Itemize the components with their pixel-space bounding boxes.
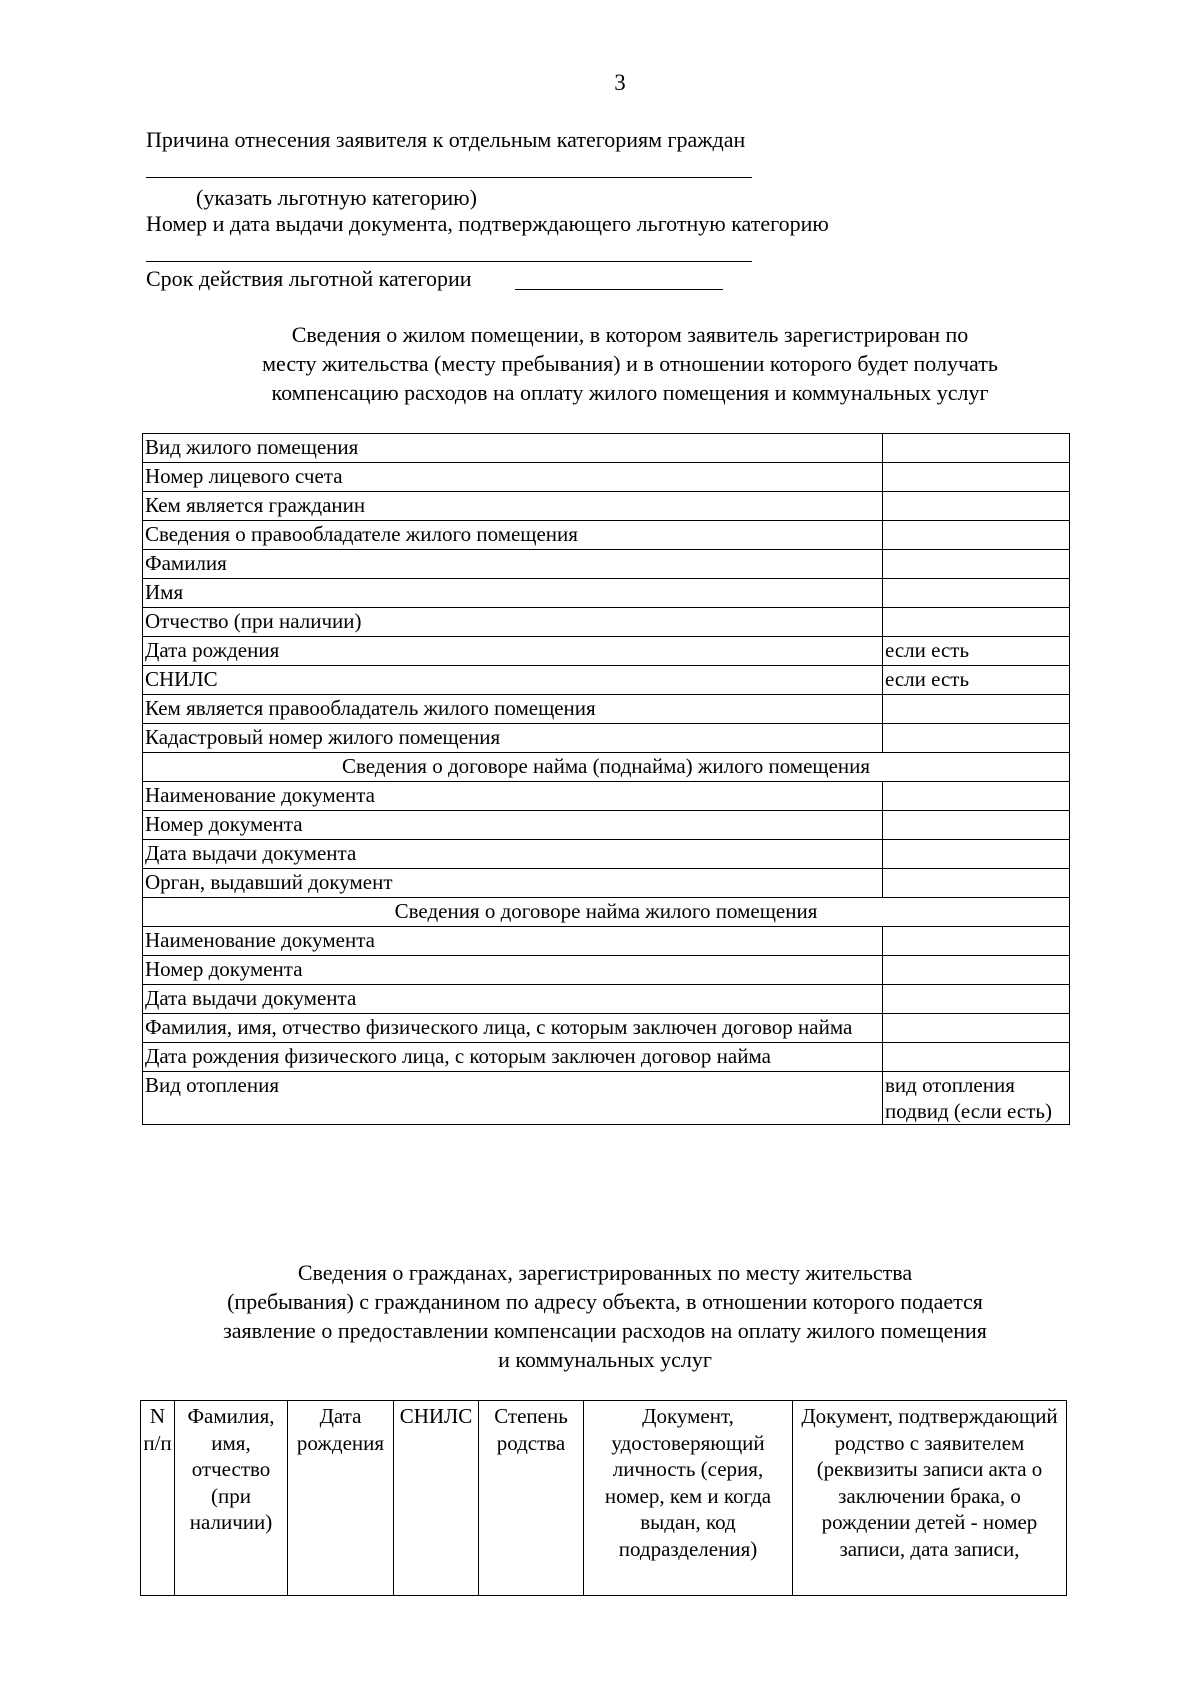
field-value[interactable] (883, 1014, 1070, 1043)
field-value[interactable] (883, 608, 1070, 637)
table-row (143, 1043, 1070, 1072)
table-row (143, 840, 1070, 869)
field-label: СНИЛС (143, 666, 883, 695)
field-label: Дата выдачи документа (143, 985, 883, 1014)
field-label: Наименование документа (143, 927, 883, 956)
column-header-birth-date: Дата рождения (288, 1401, 394, 1596)
field-value[interactable] (883, 927, 1070, 956)
field-label: Отчество (при наличии) (143, 608, 883, 637)
table-row (143, 637, 1070, 666)
field-label: Кадастровый номер жилого помещения (143, 724, 883, 753)
table-row (143, 666, 1070, 695)
table-row (143, 608, 1070, 637)
term-label: Срок действия льготной категории (146, 266, 472, 291)
field-value[interactable] (883, 985, 1070, 1014)
table-row (143, 724, 1070, 753)
column-header-number: N п/п (141, 1401, 175, 1596)
table-section-row (143, 753, 1070, 782)
housing-heading-line: месту жительства (месту пребывания) и в отношении которого будет получать (262, 351, 998, 376)
table-row (143, 985, 1070, 1014)
field-value[interactable] (883, 724, 1070, 753)
field-value[interactable] (883, 811, 1070, 840)
doc-label: Номер и дата выдачи документа, подтверждающего льготную категорию (146, 211, 829, 236)
field-value[interactable]: если есть (883, 637, 1070, 666)
field-label: Кем является гражданин (143, 492, 883, 521)
term-input-line[interactable] (515, 289, 723, 290)
citizens-heading-line: Сведения о гражданах, зарегистрированных по месту жительства (297, 1260, 913, 1285)
column-header-kinship-document: Документ, подтверждающий родство с заявителем (реквизиты записи акта о заключении брака, о рождении детей - номер записи, дата записи, (793, 1401, 1067, 1596)
citizens-heading-line: заявление о предоставлении компенсации расходов на оплату жилого помещения (223, 1318, 987, 1343)
field-label: Дата рождения физического лица, с которым заключен договор найма (143, 1043, 883, 1072)
section-title: Сведения о договоре найма (поднайма) жилого помещения (143, 753, 1070, 782)
field-label: Фамилия, имя, отчество физического лица, с которым заключен договор найма (143, 1014, 883, 1043)
column-header-snils: СНИЛС (394, 1401, 479, 1596)
field-label: Фамилия (143, 550, 883, 579)
table-row (143, 521, 1070, 550)
housing-heading-line: компенсацию расходов на оплату жилого помещения и коммунальных услуг (271, 380, 989, 405)
section-title: Сведения о договоре найма жилого помещения (143, 898, 1070, 927)
citizens-table (140, 1400, 1067, 1596)
field-value[interactable] (883, 463, 1070, 492)
table-row (143, 1014, 1070, 1043)
table-row (143, 927, 1070, 956)
field-value[interactable] (883, 869, 1070, 898)
table-row (143, 1072, 1070, 1125)
field-label: Наименование документа (143, 782, 883, 811)
citizens-heading (160, 1258, 1050, 1374)
column-header-kinship: Степень родства (479, 1401, 584, 1596)
column-header-full-name: Фамилия, имя, отчество (при наличии) (175, 1401, 288, 1596)
field-value[interactable]: вид отопления подвид (если есть) (883, 1072, 1070, 1125)
reason-label: Причина отнесения заявителя к отдельным категориям граждан (146, 127, 746, 152)
housing-heading (190, 320, 1070, 407)
field-value[interactable] (883, 579, 1070, 608)
table-row (143, 434, 1070, 463)
table-row (143, 550, 1070, 579)
field-value[interactable] (883, 782, 1070, 811)
field-label: Номер документа (143, 956, 883, 985)
page-number: 3 (614, 70, 626, 95)
field-label: Дата выдачи документа (143, 840, 883, 869)
table-row (143, 695, 1070, 724)
field-label: Номер документа (143, 811, 883, 840)
reason-hint: (указать льготную категорию) (196, 185, 477, 210)
field-label: Сведения о правообладателе жилого помещения (143, 521, 883, 550)
field-label: Вид жилого помещения (143, 434, 883, 463)
column-header-identity-document: Документ, удостоверяющий личность (серия, номер, кем и когда выдан, код подразделения) (584, 1401, 793, 1596)
doc-input-line[interactable] (146, 261, 752, 262)
table-row (143, 869, 1070, 898)
field-value[interactable] (883, 492, 1070, 521)
field-label: Дата рождения (143, 637, 883, 666)
citizens-heading-line: (пребывания) с гражданином по адресу объекта, в отношении которого подается (227, 1289, 983, 1314)
field-value[interactable] (883, 956, 1070, 985)
housing-heading-line: Сведения о жилом помещении, в котором заявитель зарегистрирован по (291, 322, 969, 347)
field-value[interactable] (883, 521, 1070, 550)
field-label: Кем является правообладатель жилого помещения (143, 695, 883, 724)
table-row (143, 811, 1070, 840)
field-value[interactable] (883, 434, 1070, 463)
table-row (143, 956, 1070, 985)
field-label: Номер лицевого счета (143, 463, 883, 492)
table-row (143, 579, 1070, 608)
field-value[interactable] (883, 840, 1070, 869)
field-value[interactable]: если есть (883, 666, 1070, 695)
table-row (143, 492, 1070, 521)
table-section-row (143, 898, 1070, 927)
field-label: Орган, выдавший документ (143, 869, 883, 898)
reason-input-line[interactable] (146, 177, 752, 178)
field-label: Вид отопления (143, 1072, 883, 1125)
field-value[interactable] (883, 695, 1070, 724)
field-label: Имя (143, 579, 883, 608)
citizens-heading-line: и коммунальных услуг (498, 1347, 712, 1372)
field-value[interactable] (883, 1043, 1070, 1072)
table-row (143, 463, 1070, 492)
field-value[interactable] (883, 550, 1070, 579)
table-row (143, 782, 1070, 811)
citizens-header-row (141, 1401, 1067, 1596)
housing-table (142, 433, 1070, 1125)
